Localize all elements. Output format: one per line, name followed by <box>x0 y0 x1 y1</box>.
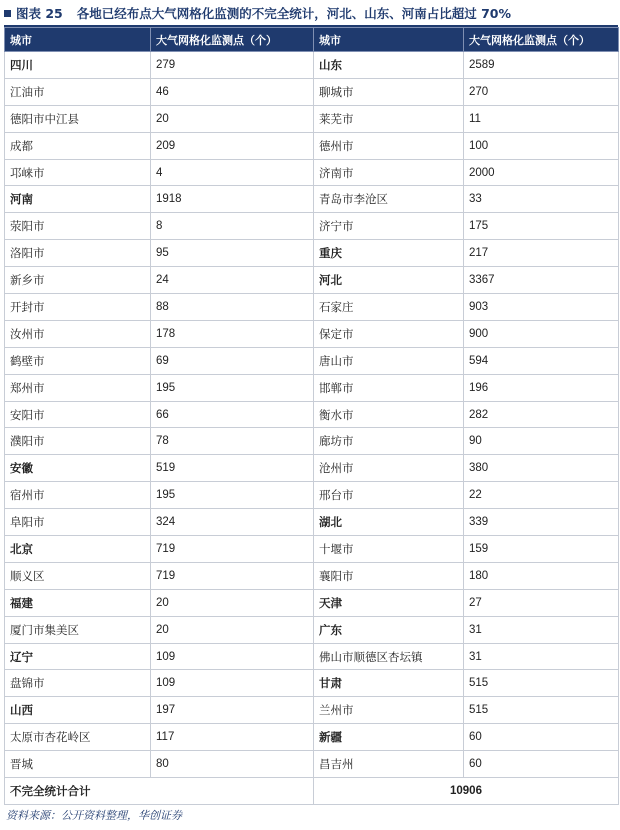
city-right-cell: 济宁市 <box>314 213 464 240</box>
points-left-cell: 88 <box>151 294 314 321</box>
points-right-cell: 594 <box>464 347 619 374</box>
points-left-cell: 197 <box>151 697 314 724</box>
figure-title-text: 各地已经布点大气网格化监测的不完全统计，河北、山东、河南占比超过 70% <box>76 6 512 21</box>
points-right-cell: 515 <box>464 697 619 724</box>
city-left-cell: 顺义区 <box>5 562 151 589</box>
points-right-cell: 380 <box>464 455 619 482</box>
points-left-cell: 95 <box>151 240 314 267</box>
city-right-cell: 邢台市 <box>314 482 464 509</box>
city-right-cell: 重庆 <box>314 240 464 267</box>
city-left-cell: 宿州市 <box>5 482 151 509</box>
table-row <box>5 374 619 401</box>
points-right-cell: 515 <box>464 670 619 697</box>
table-row <box>5 213 619 240</box>
points-right-cell: 270 <box>464 78 619 105</box>
points-right-cell: 180 <box>464 562 619 589</box>
points-left-cell: 78 <box>151 428 314 455</box>
table-row <box>5 320 619 347</box>
points-right-cell: 903 <box>464 294 619 321</box>
points-left-cell: 46 <box>151 78 314 105</box>
table-row <box>5 562 619 589</box>
table-row <box>5 455 619 482</box>
total-row <box>5 778 619 805</box>
header-city-right: 城市 <box>314 28 464 52</box>
table-row <box>5 159 619 186</box>
figure-title <box>4 3 618 23</box>
city-right-cell: 廊坊市 <box>314 428 464 455</box>
table-row <box>5 670 619 697</box>
points-right-cell: 33 <box>464 186 619 213</box>
points-right-cell: 175 <box>464 213 619 240</box>
city-monitoring-table <box>4 27 619 805</box>
table-row <box>5 697 619 724</box>
table-row <box>5 643 619 670</box>
city-right-cell: 莱芜市 <box>314 105 464 132</box>
city-left-cell: 濮阳市 <box>5 428 151 455</box>
table-row <box>5 401 619 428</box>
table-row <box>5 52 619 79</box>
city-left-cell: 太原市杏花岭区 <box>5 724 151 751</box>
city-left-cell: 盘锦市 <box>5 670 151 697</box>
points-right-cell: 2589 <box>464 52 619 79</box>
points-right-cell: 31 <box>464 616 619 643</box>
points-left-cell: 66 <box>151 401 314 428</box>
city-left-cell: 新乡市 <box>5 267 151 294</box>
points-left-cell: 178 <box>151 320 314 347</box>
city-right-cell: 青岛市李沧区 <box>314 186 464 213</box>
city-left-cell: 北京 <box>5 536 151 563</box>
points-right-cell: 22 <box>464 482 619 509</box>
city-right-cell: 沧州市 <box>314 455 464 482</box>
points-right-cell: 11 <box>464 105 619 132</box>
city-right-cell: 佛山市顺德区杏坛镇 <box>314 643 464 670</box>
table-row <box>5 105 619 132</box>
city-right-cell: 邯郸市 <box>314 374 464 401</box>
city-right-cell: 兰州市 <box>314 697 464 724</box>
points-right-cell: 2000 <box>464 159 619 186</box>
points-left-cell: 324 <box>151 509 314 536</box>
city-right-cell: 襄阳市 <box>314 562 464 589</box>
table-row <box>5 616 619 643</box>
points-right-cell: 60 <box>464 751 619 778</box>
city-left-cell: 荥阳市 <box>5 213 151 240</box>
table-row <box>5 132 619 159</box>
points-left-cell: 69 <box>151 347 314 374</box>
table-row <box>5 428 619 455</box>
city-left-cell: 厦门市集美区 <box>5 616 151 643</box>
points-left-cell: 195 <box>151 374 314 401</box>
city-left-cell: 郑州市 <box>5 374 151 401</box>
city-left-cell: 德阳市中江县 <box>5 105 151 132</box>
points-left-cell: 195 <box>151 482 314 509</box>
points-left-cell: 719 <box>151 536 314 563</box>
source-note: 资料来源：公开资料整理，华创证券 <box>6 809 182 822</box>
points-right-cell: 90 <box>464 428 619 455</box>
city-right-cell: 天津 <box>314 589 464 616</box>
figure-label: 图表 25 <box>16 6 63 21</box>
city-left-cell: 鹤壁市 <box>5 347 151 374</box>
points-right-cell: 900 <box>464 320 619 347</box>
points-right-cell: 27 <box>464 589 619 616</box>
city-left-cell: 洛阳市 <box>5 240 151 267</box>
table-row <box>5 267 619 294</box>
points-left-cell: 519 <box>151 455 314 482</box>
points-left-cell: 20 <box>151 616 314 643</box>
city-left-cell: 邛崃市 <box>5 159 151 186</box>
total-label: 不完全统计合计 <box>5 778 314 805</box>
points-left-cell: 4 <box>151 159 314 186</box>
points-left-cell: 1918 <box>151 186 314 213</box>
points-left-cell: 20 <box>151 105 314 132</box>
city-right-cell: 衡水市 <box>314 401 464 428</box>
points-left-cell: 109 <box>151 670 314 697</box>
city-left-cell: 山西 <box>5 697 151 724</box>
city-left-cell: 晋城 <box>5 751 151 778</box>
table-body <box>5 52 619 778</box>
points-right-cell: 282 <box>464 401 619 428</box>
city-left-cell: 安徽 <box>5 455 151 482</box>
table-row <box>5 78 619 105</box>
city-right-cell: 德州市 <box>314 132 464 159</box>
table-row <box>5 589 619 616</box>
points-right-cell: 159 <box>464 536 619 563</box>
table-row <box>5 536 619 563</box>
header-city-left: 城市 <box>5 28 151 52</box>
points-left-cell: 8 <box>151 213 314 240</box>
points-left-cell: 24 <box>151 267 314 294</box>
city-right-cell: 昌吉州 <box>314 751 464 778</box>
table-row <box>5 482 619 509</box>
points-right-cell: 100 <box>464 132 619 159</box>
city-left-cell: 安阳市 <box>5 401 151 428</box>
points-right-cell: 217 <box>464 240 619 267</box>
points-left-cell: 117 <box>151 724 314 751</box>
city-right-cell: 唐山市 <box>314 347 464 374</box>
city-left-cell: 四川 <box>5 52 151 79</box>
city-right-cell: 十堰市 <box>314 536 464 563</box>
city-right-cell: 聊城市 <box>314 78 464 105</box>
city-left-cell: 汝州市 <box>5 320 151 347</box>
city-right-cell: 新疆 <box>314 724 464 751</box>
table-row <box>5 347 619 374</box>
points-left-cell: 20 <box>151 589 314 616</box>
city-left-cell: 阜阳市 <box>5 509 151 536</box>
city-right-cell: 山东 <box>314 52 464 79</box>
table-row <box>5 751 619 778</box>
points-left-cell: 719 <box>151 562 314 589</box>
points-right-cell: 31 <box>464 643 619 670</box>
city-left-cell: 江油市 <box>5 78 151 105</box>
city-right-cell: 济南市 <box>314 159 464 186</box>
points-left-cell: 80 <box>151 751 314 778</box>
points-right-cell: 339 <box>464 509 619 536</box>
table-row <box>5 509 619 536</box>
city-right-cell: 石家庄 <box>314 294 464 321</box>
points-right-cell: 3367 <box>464 267 619 294</box>
points-right-cell: 60 <box>464 724 619 751</box>
city-left-cell: 辽宁 <box>5 643 151 670</box>
header-points-left: 大气网格化监测点（个） <box>151 28 314 52</box>
total-value: 10906 <box>314 778 619 805</box>
city-right-cell: 河北 <box>314 267 464 294</box>
header-points-right: 大气网格化监测点（个） <box>464 28 619 52</box>
city-right-cell: 广东 <box>314 616 464 643</box>
table-row <box>5 724 619 751</box>
table-row <box>5 294 619 321</box>
points-left-cell: 209 <box>151 132 314 159</box>
city-left-cell: 开封市 <box>5 294 151 321</box>
city-left-cell: 福建 <box>5 589 151 616</box>
points-right-cell: 196 <box>464 374 619 401</box>
points-left-cell: 279 <box>151 52 314 79</box>
city-right-cell: 保定市 <box>314 320 464 347</box>
city-left-cell: 河南 <box>5 186 151 213</box>
city-right-cell: 湖北 <box>314 509 464 536</box>
table-row <box>5 186 619 213</box>
city-right-cell: 甘肃 <box>314 670 464 697</box>
table-header-row <box>5 28 619 52</box>
square-bullet-icon <box>4 10 11 17</box>
city-left-cell: 成都 <box>5 132 151 159</box>
points-left-cell: 109 <box>151 643 314 670</box>
table-row <box>5 240 619 267</box>
